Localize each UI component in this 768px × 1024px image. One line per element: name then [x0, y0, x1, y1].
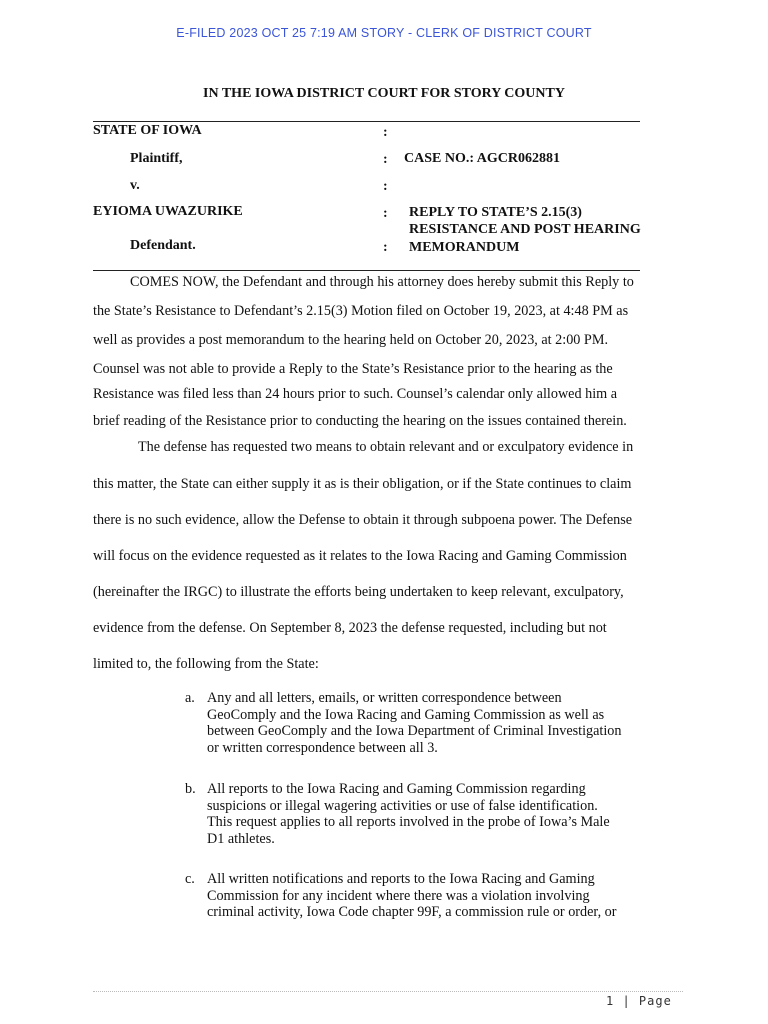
- defendant-role: Defendant.: [130, 238, 196, 253]
- document-title-line: RESISTANCE AND POST HEARING: [409, 222, 641, 237]
- paragraph-line: will focus on the evidence requested as it relates to the Iowa Racing and Gaming Commission: [93, 548, 627, 564]
- paragraph-line: evidence from the defense. On September 8, 2023 the defense requested, including but not: [93, 620, 607, 636]
- defendant-name: EYIOMA UWAZURIKE: [93, 204, 243, 219]
- document-title-line: REPLY TO STATE’S 2.15(3): [409, 205, 582, 220]
- caption-colon: :: [383, 206, 388, 221]
- plaintiff-role: Plaintiff,: [130, 151, 183, 166]
- paragraph-line: COMES NOW, the Defendant and through his attorney does hereby submit this Reply to: [130, 274, 634, 290]
- list-item-line: criminal activity, Iowa Code chapter 99F, a commission rule or order, or: [207, 904, 617, 920]
- list-item-line: between GeoComply and the Iowa Department of Criminal Investigation: [207, 723, 622, 739]
- paragraph-line: limited to, the following from the State:: [93, 656, 319, 672]
- list-item-line: This request applies to all reports involved in the probe of Iowa’s Male: [207, 814, 610, 830]
- page-number: 1 | Page: [606, 994, 672, 1008]
- caption-top-rule: [93, 121, 640, 122]
- efiled-stamp: E-FILED 2023 OCT 25 7:19 AM STORY - CLERK OF DISTRICT COURT: [176, 26, 592, 40]
- list-item-line: GeoComply and the Iowa Racing and Gaming Commission as well as: [207, 706, 605, 723]
- court-heading: IN THE IOWA DISTRICT COURT FOR STORY COUNTY: [203, 86, 565, 101]
- paragraph-line: (hereinafter the IRGC) to illustrate the efforts being undertaken to keep relevant, exculpatory,: [93, 584, 624, 600]
- plaintiff-name: STATE OF IOWA: [93, 123, 202, 138]
- paragraph-line: well as provides a post memorandum to the hearing held on October 20, 2023, at 2:00 PM.: [93, 332, 608, 348]
- paragraph-line: this matter, the State can either supply it as is their obligation, or if the State continues to claim: [93, 476, 632, 492]
- list-item-label: c.: [185, 871, 195, 887]
- paragraph-line: brief reading of the Resistance prior to conducting the hearing on the issues contained therein.: [93, 413, 627, 429]
- list-item-line: Any and all letters, emails, or written correspondence between: [207, 690, 562, 706]
- paragraph-line: The defense has requested two means to obtain relevant and or exculpatory evidence in: [138, 439, 634, 455]
- document-title-line: MEMORANDUM: [409, 240, 520, 255]
- paragraph-line: the State’s Resistance to Defendant’s 2.15(3) Motion filed on October 19, 2023, at 4:48 PM as: [93, 303, 629, 319]
- paragraph-line: there is no such evidence, allow the Defense to obtain it through subpoena power. The Defense: [93, 512, 633, 528]
- case-number: CASE NO.: AGCR062881: [404, 151, 560, 166]
- list-item-line: or written correspondence between all 3.: [207, 739, 438, 756]
- list-item-line: Commission for any incident where there was a violation involving: [207, 887, 590, 904]
- caption-colon: :: [383, 125, 388, 140]
- versus: v.: [130, 178, 140, 193]
- list-item-line: All written notifications and reports to the Iowa Racing and Gaming: [207, 871, 595, 887]
- caption-colon: :: [383, 179, 388, 194]
- list-item-line: suspicions or illegal wagering activities or use of false identification.: [207, 797, 598, 814]
- list-item-label: a.: [185, 690, 195, 706]
- list-item-line: All reports to the Iowa Racing and Gaming Commission regarding: [207, 781, 586, 797]
- caption-colon: :: [383, 152, 388, 167]
- list-item-line: D1 athletes.: [207, 830, 275, 847]
- paragraph-line: Resistance was filed less than 24 hours prior to such. Counsel’s calendar only allowed him a: [93, 386, 618, 402]
- footer-rule: [93, 991, 683, 992]
- list-item-label: b.: [185, 781, 196, 797]
- caption-colon: :: [383, 240, 388, 255]
- paragraph-line: Counsel was not able to provide a Reply to the State’s Resistance prior to the hearing as the: [93, 361, 613, 377]
- caption-bottom-rule: [93, 270, 640, 271]
